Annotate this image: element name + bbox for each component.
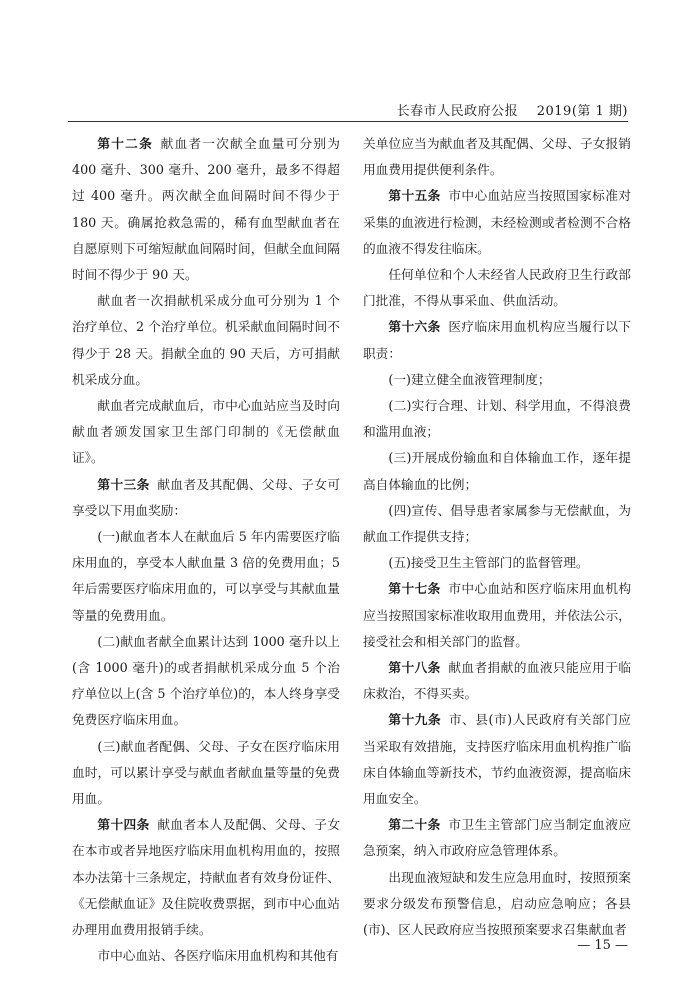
- paragraph-text: (四)宣传、倡导患者家属参与无偿献血，为献血工作提供支持；: [363, 502, 631, 545]
- paragraph-text: 献血者完成献血后，市中心血站应当及时向献血者颁发国家卫生部门印制的《无偿献血证》。: [72, 398, 340, 466]
- article-number: 第二十条: [388, 817, 441, 833]
- left-column: [72, 131, 340, 970]
- paragraph: [363, 131, 631, 183]
- article-number: 第十五条: [388, 188, 441, 204]
- paragraph-text: 献血者及其配偶、父母、子女可享受以下用血奖励：: [72, 476, 341, 518]
- paragraph-text: 关单位应当为献血者及其配偶、父母、子女报销用血费用提供便利条件。: [363, 136, 631, 178]
- article-number: 第十三条: [97, 476, 150, 492]
- running-header: [0, 100, 628, 119]
- paragraph-text: (一)献血者本人在献血后 5 年内需要医疗临床用血的，享受本人献血量 3 倍的免费用血；5 年后需要医疗临床用血的，可以享受与其献血量等量的免费用血。: [72, 529, 340, 623]
- paragraph: [72, 472, 340, 524]
- paragraph-text: 献血者一次捐献机采成分血可分别为 1 个治疗单位、2 个治疗单位。机采献血间隔时间不得少于 28 天。捐献全血的 90 天后，方可捐献机采成分血。: [72, 293, 340, 387]
- article-number: 第十七条: [388, 581, 441, 597]
- paragraph: [72, 734, 340, 813]
- paragraph: [363, 550, 631, 576]
- article-number: 第十四条: [97, 817, 150, 833]
- paragraph: [363, 183, 631, 262]
- article-number: 第十八条: [388, 660, 441, 676]
- paragraph-text: 医疗临床用血机构应当履行以下职责：: [363, 319, 632, 361]
- paragraph: [72, 288, 340, 393]
- paragraph: [363, 445, 631, 497]
- paragraph: [363, 576, 631, 655]
- journal-title: 长春市人民政府公报: [396, 104, 519, 119]
- paragraph-text: (三)开展成份输血和自体输血工作，逐年提高自体输血的比例；: [363, 450, 631, 492]
- paragraph: [363, 314, 631, 366]
- paragraph: [363, 707, 631, 812]
- paragraph-text: (五)接受卫生主管部门的监督管理。: [388, 555, 589, 571]
- paragraph: [72, 524, 340, 629]
- paragraph: [363, 393, 631, 445]
- paragraph: [363, 865, 631, 944]
- paragraph-text: 任何单位和个人未经省人民政府卫生行政部门批准，不得从事采血、供血活动。: [363, 267, 631, 309]
- paragraph-text: (二)实行合理、计划、科学用血，不得浪费和滥用血液；: [363, 398, 631, 440]
- paragraph-text: 出现血液短缺和发生应急用血时，按照预案要求分级发布预警信息，启动应急响应；各县(市)、区人民政府应当按照预案要求召集献血者: [363, 869, 631, 938]
- paragraph-text: 市、县(市)人民政府有关部门应当采取有效措施，支持医疗临床用血机构推广临床自体输血等新技术，节约血液资源，提高临床用血安全。: [363, 712, 631, 807]
- paragraph-text: 献血者捐献的血液只能应用于临床救治，不得买卖。: [363, 660, 632, 702]
- paragraph-text: (三)献血者配偶、父母、子女在医疗临床用血时，可以累计享受与献血者献血量等量的免费用血。: [72, 738, 340, 807]
- paragraph: [72, 393, 340, 472]
- paragraph-text: 市中心血站、各医疗临床用血机构和其他有: [97, 948, 339, 964]
- paragraph: [363, 367, 631, 393]
- page-number: — 15 —: [577, 938, 628, 953]
- paragraph: [363, 655, 631, 707]
- paragraph: [72, 629, 340, 734]
- article-number: 第十九条: [388, 712, 442, 728]
- right-column: [363, 131, 631, 943]
- paragraph: [72, 812, 340, 943]
- issue-label: 2019(第 1 期): [536, 104, 628, 119]
- paragraph: [363, 498, 631, 550]
- paragraph: [363, 812, 631, 864]
- paragraph: [363, 262, 631, 314]
- paragraph-text: 市中心血站应当按照国家标准对采集的血液进行检测，未经检测或者检测不合格的血液不得发往临床。: [363, 188, 632, 256]
- paragraph: [72, 131, 340, 288]
- paragraph: [72, 943, 340, 969]
- article-number: 第十六条: [388, 319, 441, 335]
- paragraph-text: 市中心血站和医疗临床用血机构应当按照国家标准收取用血费用，并依法公示，接受社会和相关部门的监督。: [363, 581, 632, 649]
- paragraph-text: (一)建立健全血液管理制度；: [388, 371, 551, 387]
- paragraph-text: 献血者一次献全血量可分别为 400 毫升、300 毫升、200 毫升，最多不得超过 400 毫升。两次献全血间隔时间不得少于 180 天。确属抢救急需的，稀有血型献血者在自愿原则下可缩短献血间隔时间，但献全血间隔时间不得少于 90 天。: [72, 136, 340, 283]
- paragraph-text: 献血者本人及配偶、父母、子女在本市或者异地医疗临床用血机构用血的，按照本办法第十三条规定，持献血者有效身份证件、《无偿献血证》及住院收费票据，到市中心血站办理用血费用报销手续。: [72, 817, 341, 938]
- header-rule: [68, 121, 628, 122]
- paragraph-text: 市卫生主管部门应当制定血液应急预案，纳入市政府应急管理体系。: [363, 817, 632, 859]
- article-number: 第十二条: [97, 136, 153, 151]
- paragraph-text: (二)献血者献全血累计达到 1000 毫升以上(含 1000 毫升)的或者捐献机采成分血 5 个治疗单位以上(含 5 个治疗单位)的，本人终身享受免费医疗临床用血。: [72, 633, 340, 728]
